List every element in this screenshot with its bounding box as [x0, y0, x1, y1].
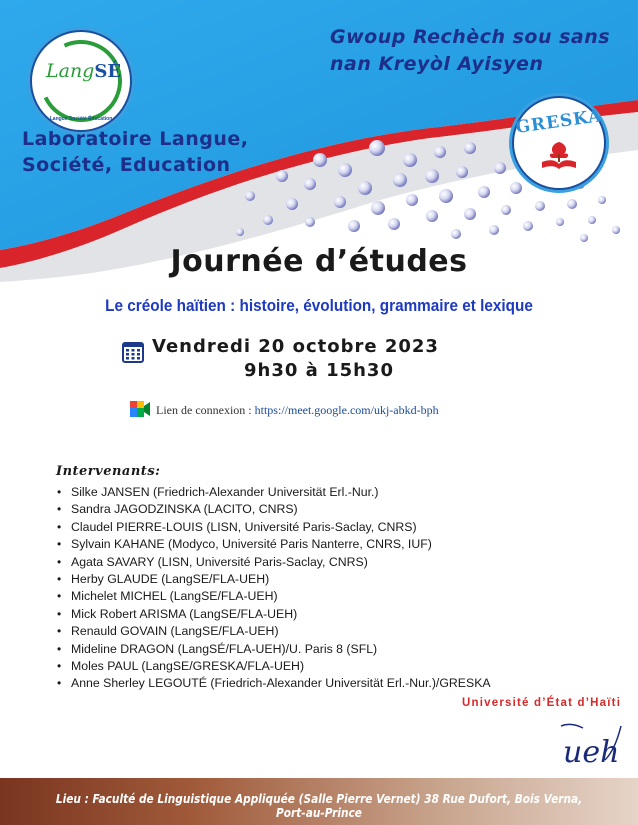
footer-bar — [0, 778, 638, 825]
speakers-heading: Intervenants: — [56, 464, 161, 479]
lab-title — [22, 126, 282, 178]
greska-title-line1: Gwoup Rechèch sou sans — [330, 26, 611, 48]
list-item: • Sandra JAGODZINSKA (LACITO, CNRS) — [57, 502, 298, 517]
list-item: • Moles PAUL (LangSE/GRESKA/FLA-UEH) — [57, 659, 305, 674]
list-item: • Claudel PIERRE-LOUIS (LISN, Université Paris-Saclay, CNRS) — [57, 519, 417, 534]
speakers-list — [57, 484, 491, 693]
book-tree-icon — [540, 138, 578, 170]
list-item: • Mick Robert ARISMA (LangSE/FLA-UEH) — [57, 606, 298, 621]
greska-logo — [512, 96, 606, 190]
langse-logo — [30, 30, 132, 132]
university-name: Université d’État d’Haïti — [462, 697, 622, 709]
list-item: • Renauld GOVAIN (LangSE/FLA-UEH) — [57, 624, 279, 639]
link-label: Lien de connexion : — [156, 403, 255, 417]
langse-logo-text: LangSÉ — [46, 60, 122, 82]
greska-group-title — [330, 24, 630, 78]
list-item: • Mideline DRAGON (LangSÉ/FLA-UEH)/U. Paris 8 (SFL) — [57, 641, 378, 656]
meet-link[interactable]: https://meet.google.com/ukj-abkd-bph — [254, 403, 439, 417]
event-title: Journée d’études — [170, 244, 468, 279]
greska-title-line2: nan Kreyòl Ayisyen — [330, 53, 544, 75]
google-meet-icon — [130, 401, 150, 417]
connection-link-line — [156, 403, 439, 418]
list-item: • Anne Sherley LEGOUTÉ (Friedrich-Alexander Universität Erl.-Nur.)/GRESKA — [57, 676, 491, 691]
ueh-logo-text: ueh — [563, 735, 620, 770]
list-item: • Agata SAVARY (LISN, Université Paris-Saclay, CNRS) — [57, 554, 368, 569]
list-item: • Silke JANSEN (Friedrich-Alexander Universität Erl.-Nur.) — [57, 485, 379, 499]
lab-title-line1: Laboratoire Langue, — [22, 128, 249, 150]
event-time: 9h30 à 15h30 — [244, 360, 394, 381]
greska-logo-text: GRESKA — [514, 106, 604, 138]
footer-location: Lieu : Faculté de Linguistique Appliquée (Salle Pierre Vernet) 38 Rue Dufort, Bois Verna, Port-au-Prince — [55, 792, 583, 820]
list-item: • Michelet MICHEL (LangSE/FLA-UEH) — [57, 589, 278, 604]
langse-logo-subtitle: Langue Société Éducation — [49, 116, 113, 122]
ueh-logo — [553, 720, 625, 772]
list-item: • Herby GLAUDE (LangSE/FLA-UEH) — [57, 572, 270, 587]
list-item: • Sylvain KAHANE (Modyco, Université Paris Nanterre, CNRS, IUF) — [57, 537, 432, 552]
event-subtitle: Le créole haïtien : histoire, évolution, grammaire et lexique — [105, 296, 533, 315]
event-date: Vendredi 20 octobre 2023 — [152, 336, 439, 357]
lab-title-line2: Société, Education — [22, 154, 231, 176]
